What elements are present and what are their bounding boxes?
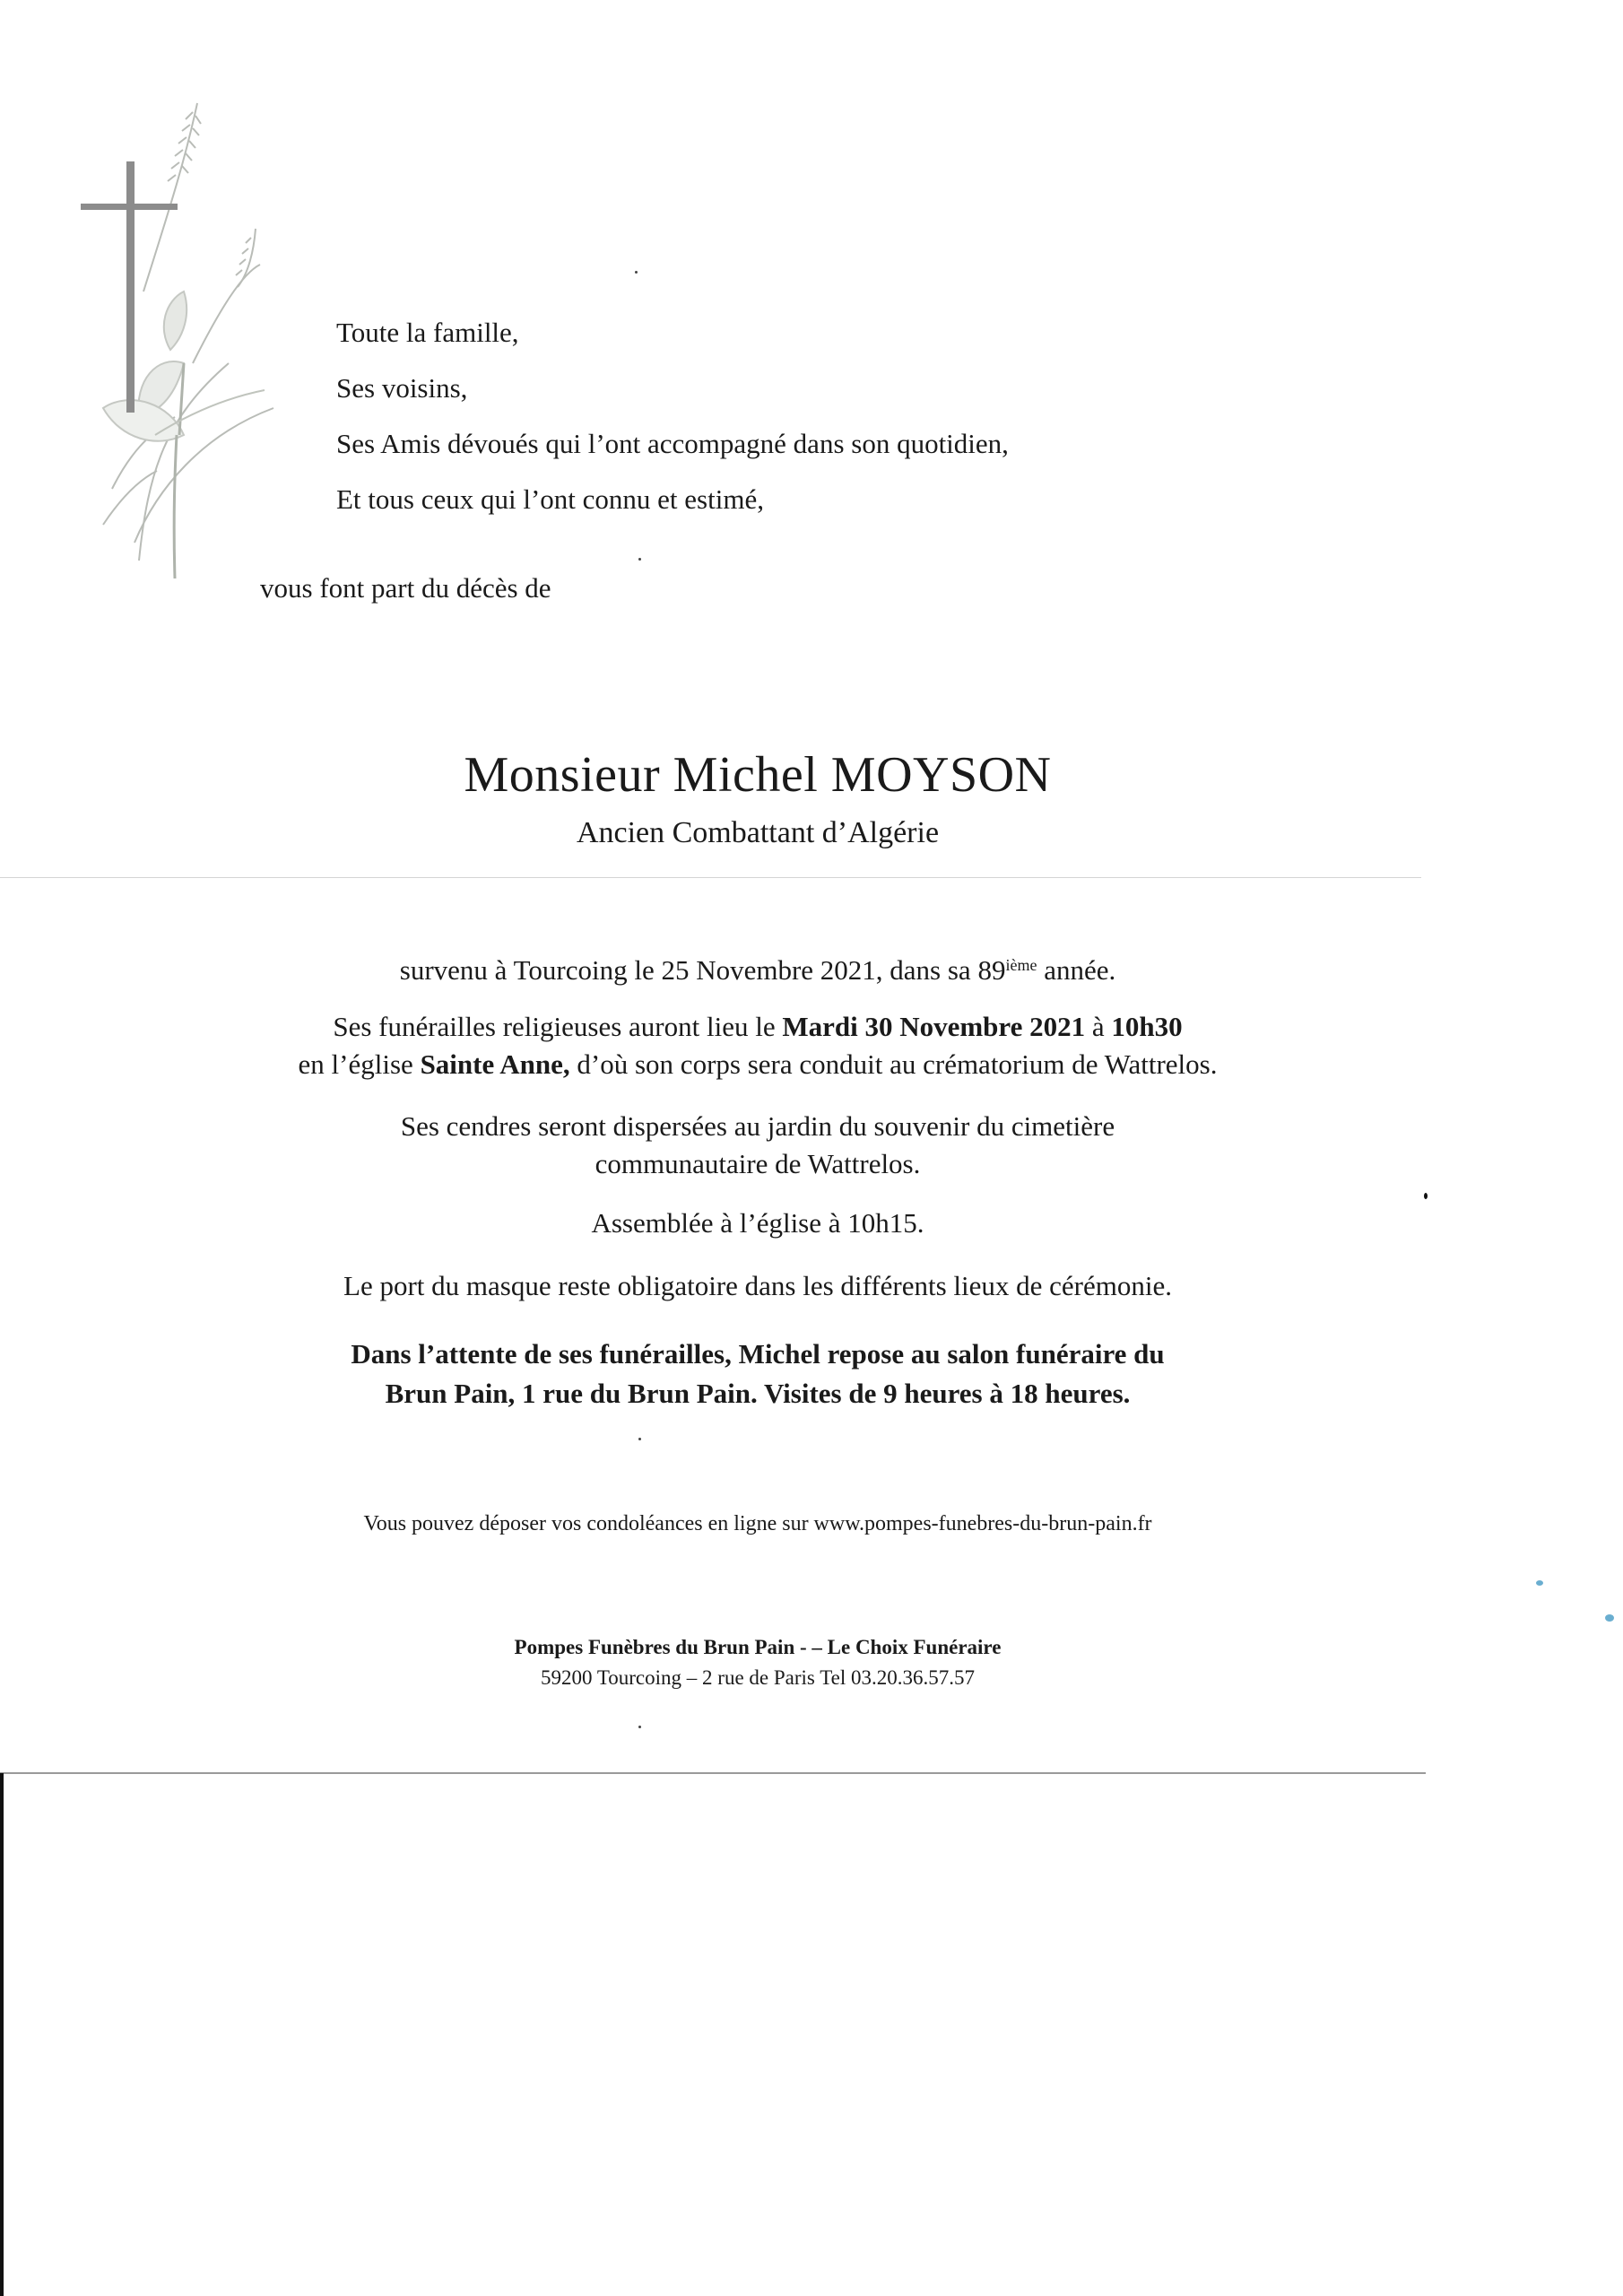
intro-line: Ses voisins, bbox=[336, 372, 468, 404]
scan-speck bbox=[638, 558, 641, 561]
deceased-title: Ancien Combattant d’Algérie bbox=[576, 816, 940, 849]
cross-lily-decoration bbox=[49, 94, 282, 578]
funeral-text: Ses funérailles religieuses auront lieu le bbox=[333, 1011, 783, 1042]
scan-speck bbox=[1536, 1580, 1543, 1586]
footer-address: 59200 Tourcoing – 2 rue de Paris Tel 03.20.36.57.57 bbox=[541, 1666, 975, 1689]
church-name: Sainte Anne, bbox=[420, 1048, 570, 1080]
death-paragraph bbox=[0, 946, 1515, 989]
intro-line: Toute la famille, bbox=[336, 317, 519, 348]
scan-speck bbox=[638, 1726, 641, 1728]
funeral-time: 10h30 bbox=[1111, 1011, 1183, 1042]
intro-line: Ses Amis dévoués qui l’ont accompagné dans son quotidien, bbox=[336, 428, 1009, 459]
funeral-text: d’où son corps sera conduit au crématorium de Wattrelos. bbox=[569, 1048, 1218, 1080]
death-text-end: année. bbox=[1037, 954, 1116, 986]
funeral-date: Mardi 30 Novembre 2021 bbox=[782, 1011, 1086, 1042]
mask-notice: Le port du masque reste obligatoire dans les différents lieux de cérémonie. bbox=[343, 1270, 1172, 1301]
ashes-line-2: communautaire de Wattrelos. bbox=[595, 1148, 921, 1179]
ashes-paragraph bbox=[0, 1108, 1515, 1183]
death-text: survenu à Tourcoing le 25 Novembre 2021, dans sa 89 bbox=[399, 954, 1006, 986]
rest-line-2: Brun Pain, 1 rue du Brun Pain. Visites de 9 heures à 18 heures. bbox=[385, 1378, 1131, 1409]
assembly-line: Assemblée à l’église à 10h15. bbox=[591, 1207, 924, 1239]
scan-speck bbox=[1424, 1193, 1428, 1199]
footer bbox=[0, 1632, 1515, 1693]
divider-top bbox=[0, 877, 1421, 878]
rest-line-1: Dans l’attente de ses funérailles, Michel repose au salon funéraire du bbox=[351, 1338, 1165, 1370]
funeral-text: en l’église bbox=[298, 1048, 421, 1080]
condolences-line: Vous pouvez déposer vos condoléances en ligne sur www.pompes-funebres-du-brun-pain.fr bbox=[363, 1512, 1152, 1535]
scan-speck bbox=[1605, 1614, 1614, 1622]
divider-bottom bbox=[0, 1772, 1426, 1774]
intro-lines bbox=[336, 305, 1009, 527]
ashes-line-1: Ses cendres seront dispersées au jardin du souvenir du cimetière bbox=[400, 1110, 1115, 1142]
ordinal-superscript: ième bbox=[1005, 956, 1037, 974]
funeral-paragraph bbox=[0, 1008, 1515, 1083]
rest-paragraph bbox=[0, 1335, 1515, 1413]
intro-line: Et tous ceux qui l’ont connu et estimé, bbox=[336, 483, 764, 515]
footer-company: Pompes Funèbres du Brun Pain - – Le Choix Funéraire bbox=[514, 1636, 1002, 1658]
funeral-line-1 bbox=[0, 1008, 1515, 1046]
deceased-name: Monsieur Michel MOYSON bbox=[464, 747, 1052, 803]
scan-speck bbox=[635, 271, 638, 274]
scan-speck bbox=[638, 1438, 641, 1440]
announcement-line: vous font part du décès de bbox=[260, 572, 551, 604]
funeral-line-2 bbox=[0, 1046, 1515, 1083]
funeral-text: à bbox=[1085, 1011, 1112, 1042]
scan-edge bbox=[0, 1773, 4, 2296]
